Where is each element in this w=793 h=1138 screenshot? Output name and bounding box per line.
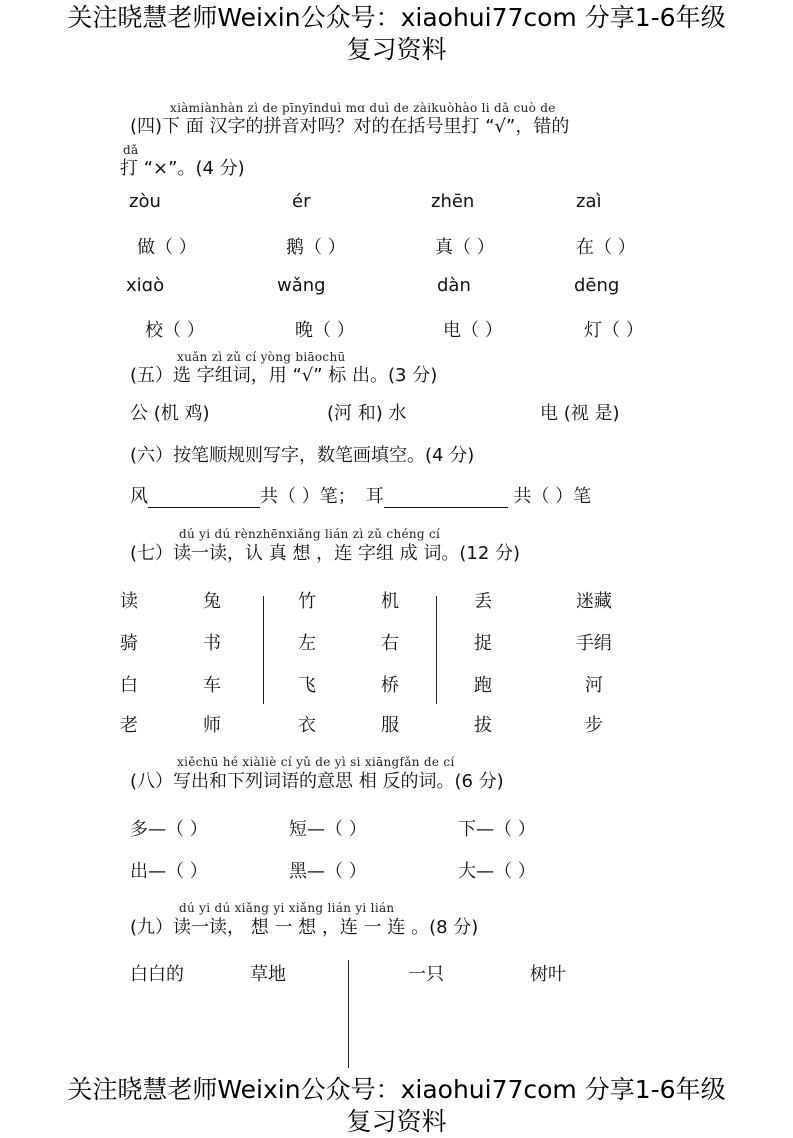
s7-r1-c4[interactable]: 机 <box>381 591 399 612</box>
s7-divider-1 <box>263 596 264 704</box>
s8-r1-2[interactable]: 短—（ ） <box>289 819 367 840</box>
banner-line-1: 关注晓慧老师Weixin公众号：xiaohui77com 分享1-6年级 <box>67 3 726 32</box>
s4-r1-answer-4[interactable]: 在（ ） <box>576 237 636 258</box>
s8-r2-2[interactable]: 黑—（ ） <box>289 861 367 882</box>
s8-r1-3[interactable]: 下—（ ） <box>458 819 536 840</box>
s4-title-2: 打 “×”。(4 分) <box>120 158 245 179</box>
s7-r1-c1[interactable]: 读 <box>120 591 138 612</box>
s7-r4-c2[interactable]: 师 <box>203 715 221 736</box>
s7-divider-2 <box>436 596 437 704</box>
s4-r2-answer-1[interactable]: 校（ ） <box>145 320 205 341</box>
header-banner <box>0 2 793 66</box>
s8-r2-1[interactable]: 出—（ ） <box>130 861 208 882</box>
banner-line-2: 复习资料 <box>346 35 447 64</box>
s6-count-1[interactable]: 共（ ）笔； <box>260 486 356 507</box>
s7-r2-c5[interactable]: 捉 <box>474 633 492 654</box>
s4-r2-pinyin-2: wǎng <box>277 275 326 296</box>
s6-count-2[interactable]: 共（ ）笔 <box>507 486 592 507</box>
s9-word-1[interactable]: 白白的 <box>130 964 184 985</box>
s5-option-1[interactable]: 公 (机 鸡) <box>130 403 210 424</box>
s7-r4-c6[interactable]: 步 <box>585 715 603 736</box>
s9-word-2[interactable]: 草地 <box>250 964 286 985</box>
s7-r3-c2[interactable]: 车 <box>203 675 221 696</box>
s8-title: (八）写出和下列词语的意思 相 反的词。(6 分) <box>130 771 504 792</box>
s8-pinyin: xiěchū hé xiàliè cí yǔ de yì si xiāngfǎn de cí <box>177 755 455 769</box>
s7-r2-c4[interactable]: 右 <box>381 633 399 654</box>
s9-word-3[interactable]: 一只 <box>408 964 444 985</box>
s6-char-1: 风 <box>130 486 148 507</box>
s7-r2-c2[interactable]: 书 <box>203 633 221 654</box>
s4-r1-pinyin-1: zòu <box>129 191 161 212</box>
s6-char-2: 耳 <box>365 486 384 507</box>
s7-r4-c1[interactable]: 老 <box>120 715 138 736</box>
s4-r1-pinyin-2: ér <box>292 191 311 212</box>
s6-title: (六）按笔顺规则写字，数笔画填空。(4 分) <box>130 445 475 466</box>
s4-r2-pinyin-1: xiɑò <box>126 275 165 296</box>
s4-r2-pinyin-4: dēng <box>574 275 620 296</box>
s4-r1-answer-2[interactable]: 鹅（ ） <box>286 237 346 258</box>
s4-r1-pinyin-4: zaì <box>576 191 602 212</box>
s7-r1-c6[interactable]: 迷藏 <box>576 591 612 612</box>
s7-pinyin: dú yi dú rènzhēnxiǎng lián zì zǔ chéng cí <box>179 527 441 541</box>
s7-r2-c3[interactable]: 左 <box>298 633 316 654</box>
s5-option-2[interactable]: (河 和) 水 <box>327 403 407 424</box>
s9-title: (九）读一读， 想 一 想 ，连 一 连 。(8 分) <box>130 917 479 938</box>
s7-r3-c3[interactable]: 飞 <box>298 675 316 696</box>
footer-banner <box>0 1074 793 1138</box>
s7-r3-c4[interactable]: 桥 <box>381 675 399 696</box>
s6-blank-2[interactable] <box>384 489 508 508</box>
s8-r2-3[interactable]: 大—（ ） <box>458 861 536 882</box>
s7-r1-c2[interactable]: 兔 <box>203 591 221 612</box>
s4-r1-answer-3[interactable]: 真（ ） <box>435 237 495 258</box>
s6-blank-1[interactable] <box>148 489 260 508</box>
s7-r4-c3[interactable]: 衣 <box>298 715 316 736</box>
s9-word-4[interactable]: 树叶 <box>530 964 566 985</box>
s7-title: (七）读一读，认 真 想 ，连 字组 成 词。(12 分) <box>130 543 521 564</box>
s7-r3-c6[interactable]: 河 <box>585 675 603 696</box>
s7-r3-c5[interactable]: 跑 <box>474 675 492 696</box>
s4-r2-pinyin-3: dàn <box>437 275 471 296</box>
s6-line <box>130 482 591 508</box>
s4-r2-answer-4[interactable]: 灯（ ） <box>584 320 644 341</box>
footer-line-2: 复习资料 <box>346 1107 447 1136</box>
s8-r1-1[interactable]: 多—（ ） <box>130 819 208 840</box>
s7-r4-c5[interactable]: 拔 <box>474 715 492 736</box>
s4-r1-pinyin-3: zhēn <box>431 191 475 212</box>
s7-r3-c1[interactable]: 白 <box>120 675 138 696</box>
s4-pinyin: xiàmiànhàn zì de pīnyīnduì mɑ duì de zàikuòhào li dǎ cuò de <box>170 101 556 115</box>
s4-pinyin-2: dǎ <box>123 143 139 157</box>
s7-r2-c1[interactable]: 骑 <box>120 633 138 654</box>
s4-r2-answer-3[interactable]: 电（ ） <box>443 320 503 341</box>
s4-r2-answer-2[interactable]: 晚（ ） <box>295 320 355 341</box>
s4-r1-answer-1[interactable]: 做（ ） <box>137 237 197 258</box>
s7-r2-c6[interactable]: 手绢 <box>576 633 612 654</box>
footer-line-1: 关注晓慧老师Weixin公众号：xiaohui77com 分享1-6年级 <box>67 1075 726 1104</box>
s5-pinyin: xuǎn zì zǔ cí yòng biāochū <box>177 350 346 364</box>
s9-divider <box>348 960 349 1068</box>
s5-option-3[interactable]: 电 (视 是) <box>540 403 620 424</box>
s7-r1-c5[interactable]: 丢 <box>474 591 492 612</box>
s7-r1-c3[interactable]: 竹 <box>298 591 316 612</box>
s5-title: (五）选 字组词，用 “√” 标 出。(3 分) <box>130 365 438 386</box>
s4-title: (四)下 面 汉字的拼音对吗？对的在括号里打 “√”，错的 <box>130 116 570 137</box>
s9-pinyin: dú yi dú xiǎng yi xiǎng lián yi lián <box>179 901 395 915</box>
s7-r4-c4[interactable]: 服 <box>381 715 399 736</box>
